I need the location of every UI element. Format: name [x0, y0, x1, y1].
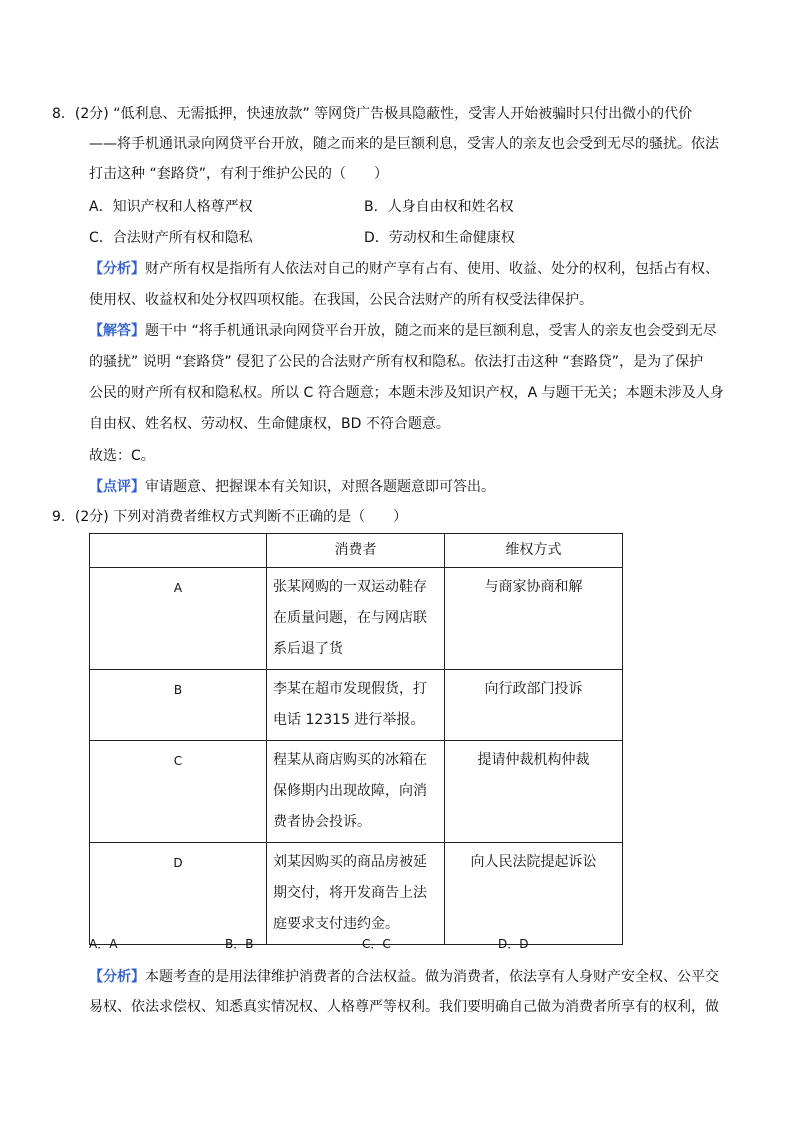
q9-option-d: D．D — [498, 937, 529, 951]
q9-option-c: C．C — [362, 937, 391, 951]
rights-table — [89, 533, 623, 945]
q8-stem-line-3: 打击这种 “套路贷”，有利于维护公民的（ ） — [89, 166, 388, 182]
row-method: 向人民法院提起诉讼 — [445, 843, 623, 945]
table-row — [90, 843, 623, 945]
q9-option-b: B．B — [225, 937, 254, 951]
q8-answer-text-1: 题干中 “将手机通讯录向网贷平台开放，随之而来的是巨额利息，受害人的亲友也会受到无尽 — [145, 323, 717, 339]
row-consumer: 程某从商店购买的冰箱在保修期内出现故障，向消费者协会投诉。 — [267, 741, 445, 843]
q9-analysis-line-2: 易权、依法求偿权、知悉真实情况权、人格尊严等权利。我们要明确自己做为消费者所享有的权利，做 — [89, 999, 719, 1015]
row-consumer: 刘某因购买的商品房被延期交付，将开发商告上法庭要求支付违约金。 — [267, 843, 445, 945]
row-letter: A — [90, 568, 267, 670]
table-header-consumer: 消费者 — [267, 534, 445, 568]
q8-answer-line-4: 自由权、姓名权、劳动权、生命健康权，BD 不符合题意。 — [89, 416, 450, 432]
table-row — [90, 568, 623, 670]
q8-option-b: B．人身自由权和姓名权 — [364, 199, 514, 215]
row-letter: D — [90, 843, 267, 945]
table-header-cell — [90, 534, 267, 568]
row-method: 向行政部门投诉 — [445, 670, 623, 741]
q9-analysis-text-1: 本题考查的是用法律维护消费者的合法权益。做为消费者，依法享有人身财产安全权、公平交 — [145, 969, 719, 985]
q8-option-d: D．劳动权和生命健康权 — [364, 230, 515, 246]
q8-comment-text: 审请题意、把握课本有关知识，对照各题题意即可答出。 — [145, 479, 495, 495]
table-row — [90, 670, 623, 741]
answer-tag: 【解答】 — [89, 323, 145, 339]
table-row — [90, 741, 623, 843]
q9-option-a: A．A — [89, 937, 118, 951]
table-header-row — [90, 534, 623, 568]
q8-option-a: A．知识产权和人格尊严权 — [89, 199, 253, 215]
table-header-method: 维权方式 — [445, 534, 623, 568]
q8-option-c: C．合法财产所有权和隐私 — [89, 230, 253, 246]
q8-stem-line-2: ——将手机通讯录向网贷平台开放，随之而来的是巨额利息，受害人的亲友也会受到无尽的骚扰。依法 — [89, 136, 719, 152]
q8-analysis-line-2: 使用权、收益权和处分权四项权能。在我国，公民合法财产的所有权受法律保护。 — [89, 292, 593, 308]
q8-comment-line — [89, 477, 495, 497]
q8-choice: 故选：C。 — [89, 448, 155, 464]
analysis-tag: 【分析】 — [89, 261, 145, 277]
q8-stem-line-1: 8．(2分) “低利息、无需抵押，快速放款” 等网贷广告极具隐蔽性，受害人开始被骗时只付出微小的代价 — [52, 106, 693, 122]
comment-tag: 【点评】 — [89, 479, 145, 495]
row-consumer: 李某在超市发现假货，打电话 12315 进行举报。 — [267, 670, 445, 741]
q8-analysis-text-1: 财产所有权是指所有人依法对自己的财产享有占有、使用、收益、处分的权利，包括占有权、 — [145, 261, 719, 277]
analysis-tag: 【分析】 — [89, 969, 145, 985]
q9-stem: 9．(2分) 下列对消费者维权方式判断不正确的是（ ） — [52, 509, 408, 525]
row-letter: C — [90, 741, 267, 843]
row-consumer: 张某网购的一双运动鞋存在质量问题，在与网店联系后退了货 — [267, 568, 445, 670]
row-method: 提请仲裁机构仲裁 — [445, 741, 623, 843]
row-method: 与商家协商和解 — [445, 568, 623, 670]
row-letter: B — [90, 670, 267, 741]
q9-analysis-line-1 — [89, 967, 719, 987]
q8-answer-line-2: 的骚扰” 说明 “套路贷” 侵犯了公民的合法财产所有权和隐私。依法打击这种 “套路贷”，是为了保护 — [89, 354, 704, 370]
q8-analysis-line-1 — [89, 259, 719, 279]
q8-answer-line-3: 公民的财产所有权和隐私权。所以 C 符合题意；本题未涉及知识产权，A 与题干无关；本题未涉及人身 — [89, 385, 724, 401]
q8-answer-line-1 — [89, 321, 717, 341]
